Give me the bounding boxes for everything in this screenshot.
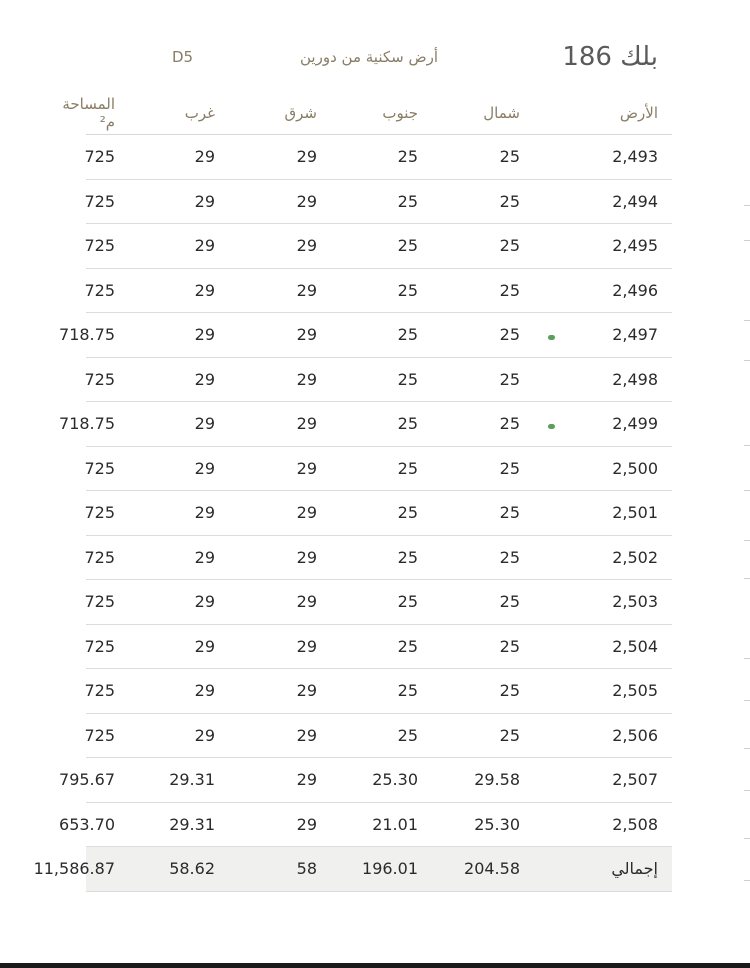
cell-north: 25 (438, 535, 540, 580)
cell-marker (540, 268, 562, 313)
cell-area: 725 (86, 624, 133, 669)
table-row (86, 224, 672, 269)
cell-west: 29 (133, 357, 235, 402)
page-header (0, 40, 750, 80)
land-type-subtitle: أرض سكنية من دورين (300, 48, 439, 66)
total-label: إجمالي (562, 847, 672, 892)
bottom-edge-bar (0, 963, 750, 968)
cell-land: 2,497 (562, 313, 672, 358)
cell-marker (540, 580, 562, 625)
cell-land: 2,496 (562, 268, 672, 313)
cell-north: 29.58 (438, 758, 540, 803)
cell-area: 653.70 (86, 802, 133, 847)
cell-south: 25.30 (337, 758, 438, 803)
total-east: 58 (235, 847, 337, 892)
cell-north: 25 (438, 446, 540, 491)
cell-west: 29 (133, 268, 235, 313)
cell-west: 29 (133, 580, 235, 625)
cell-north: 25 (438, 313, 540, 358)
table-row (86, 357, 672, 402)
cell-north: 25 (438, 224, 540, 269)
cell-north: 25.30 (438, 802, 540, 847)
cell-west: 29.31 (133, 758, 235, 803)
cell-north: 25 (438, 135, 540, 180)
cell-marker (540, 802, 562, 847)
cell-south: 25 (337, 491, 438, 536)
cell-east: 29 (235, 758, 337, 803)
cell-south: 25 (337, 580, 438, 625)
cell-marker (540, 446, 562, 491)
cell-land: 2,494 (562, 179, 672, 224)
cell-east: 29 (235, 135, 337, 180)
cell-area: 725 (86, 179, 133, 224)
table-header-row (86, 92, 672, 135)
cell-south: 25 (337, 624, 438, 669)
cell-north: 25 (438, 580, 540, 625)
zone-code: D5 (172, 48, 194, 66)
cell-west: 29 (133, 135, 235, 180)
cell-west: 29 (133, 313, 235, 358)
total-north: 204.58 (438, 847, 540, 892)
table-row (86, 758, 672, 803)
cell-marker (540, 179, 562, 224)
cell-east: 29 (235, 535, 337, 580)
cell-area: 725 (86, 713, 133, 758)
col-marker (540, 92, 562, 135)
cell-land: 2,508 (562, 802, 672, 847)
col-land: الأرض (562, 92, 672, 135)
cell-land: 2,506 (562, 713, 672, 758)
cell-north: 25 (438, 713, 540, 758)
cell-south: 25 (337, 669, 438, 714)
block-title: بلك 186 (562, 42, 658, 72)
cell-south: 25 (337, 535, 438, 580)
cell-north: 25 (438, 491, 540, 536)
col-area: المساحة م² (86, 92, 133, 135)
total-row (86, 847, 672, 892)
cell-area: 725 (86, 135, 133, 180)
table-row (86, 802, 672, 847)
cell-west: 29 (133, 491, 235, 536)
table-row (86, 179, 672, 224)
cell-east: 29 (235, 624, 337, 669)
cell-area: 725 (86, 224, 133, 269)
cell-marker (540, 224, 562, 269)
table-row (86, 669, 672, 714)
cell-land: 2,495 (562, 224, 672, 269)
table-row (86, 446, 672, 491)
cell-east: 29 (235, 713, 337, 758)
table-row (86, 580, 672, 625)
right-edge-marks (742, 0, 750, 968)
cell-south: 21.01 (337, 802, 438, 847)
table-row (86, 135, 672, 180)
cell-area: 718.75 (86, 313, 133, 358)
cell-land: 2,500 (562, 446, 672, 491)
cell-marker (540, 313, 562, 358)
table-row (86, 713, 672, 758)
cell-west: 29 (133, 535, 235, 580)
cell-land: 2,498 (562, 357, 672, 402)
table-body (59, 135, 672, 847)
cell-area: 725 (86, 357, 133, 402)
green-dot-icon (548, 424, 555, 429)
cell-south: 25 (337, 446, 438, 491)
total-area: 11,586.87 (86, 847, 133, 892)
cell-area: 725 (86, 491, 133, 536)
table-row (86, 535, 672, 580)
table-row (86, 268, 672, 313)
cell-east: 29 (235, 402, 337, 447)
cell-area: 725 (86, 535, 133, 580)
cell-south: 25 (337, 357, 438, 402)
cell-north: 25 (438, 268, 540, 313)
cell-east: 29 (235, 179, 337, 224)
cell-area: 795.67 (86, 758, 133, 803)
cell-east: 29 (235, 802, 337, 847)
cell-area: 725 (86, 669, 133, 714)
cell-land: 2,493 (562, 135, 672, 180)
cell-marker (540, 135, 562, 180)
col-north: شمال (438, 92, 540, 135)
cell-land: 2,502 (562, 535, 672, 580)
cell-west: 29 (133, 179, 235, 224)
cell-marker (540, 357, 562, 402)
cell-east: 29 (235, 446, 337, 491)
cell-area: 725 (86, 580, 133, 625)
cell-marker (540, 758, 562, 803)
cell-west: 29 (133, 402, 235, 447)
cell-west: 29 (133, 669, 235, 714)
cell-east: 29 (235, 268, 337, 313)
land-table (33, 92, 672, 892)
cell-area: 725 (86, 446, 133, 491)
cell-north: 25 (438, 357, 540, 402)
cell-north: 25 (438, 402, 540, 447)
cell-north: 25 (438, 179, 540, 224)
cell-land: 2,507 (562, 758, 672, 803)
cell-east: 29 (235, 357, 337, 402)
cell-land: 2,499 (562, 402, 672, 447)
green-dot-icon (548, 335, 555, 340)
col-east: شرق (235, 92, 337, 135)
cell-south: 25 (337, 135, 438, 180)
cell-east: 29 (235, 491, 337, 536)
cell-marker (540, 669, 562, 714)
cell-south: 25 (337, 224, 438, 269)
total-west: 58.62 (133, 847, 235, 892)
cell-north: 25 (438, 669, 540, 714)
col-west: غرب (133, 92, 235, 135)
table-row (86, 624, 672, 669)
cell-marker (540, 535, 562, 580)
cell-marker (540, 491, 562, 536)
col-south: جنوب (337, 92, 438, 135)
cell-east: 29 (235, 313, 337, 358)
cell-south: 25 (337, 713, 438, 758)
cell-south: 25 (337, 402, 438, 447)
cell-south: 25 (337, 313, 438, 358)
cell-marker (540, 713, 562, 758)
table-row (86, 313, 672, 358)
total-south: 196.01 (337, 847, 438, 892)
cell-east: 29 (235, 580, 337, 625)
cell-east: 29 (235, 224, 337, 269)
cell-west: 29 (133, 446, 235, 491)
cell-land: 2,501 (562, 491, 672, 536)
cell-north: 25 (438, 624, 540, 669)
cell-west: 29 (133, 224, 235, 269)
cell-east: 29 (235, 669, 337, 714)
table-row (86, 491, 672, 536)
cell-west: 29.31 (133, 802, 235, 847)
cell-south: 25 (337, 179, 438, 224)
cell-marker (540, 402, 562, 447)
cell-land: 2,504 (562, 624, 672, 669)
cell-south: 25 (337, 268, 438, 313)
cell-marker (540, 624, 562, 669)
cell-west: 29 (133, 624, 235, 669)
cell-west: 29 (133, 713, 235, 758)
cell-land: 2,503 (562, 580, 672, 625)
cell-area: 725 (86, 268, 133, 313)
table-row (86, 402, 672, 447)
cell-land: 2,505 (562, 669, 672, 714)
cell-area: 718.75 (86, 402, 133, 447)
